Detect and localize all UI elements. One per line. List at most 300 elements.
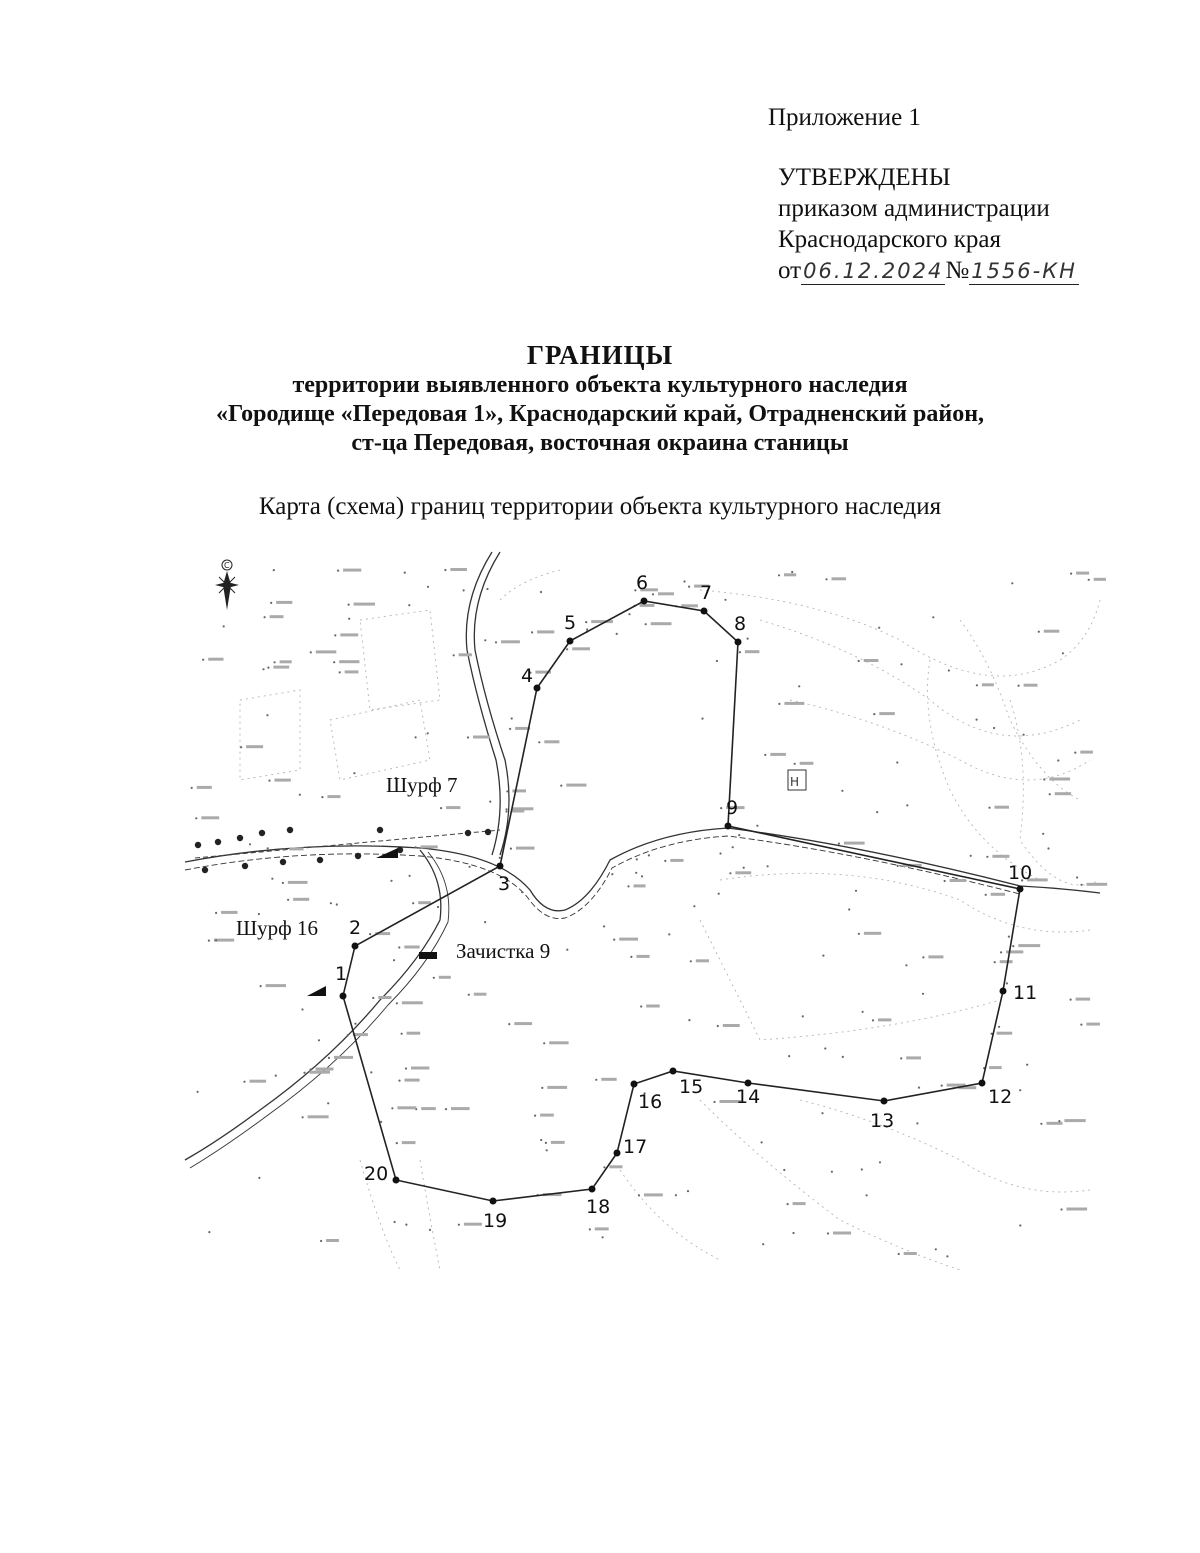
road-main-edge bbox=[185, 836, 1020, 919]
survey-mark bbox=[784, 573, 796, 576]
survey-dot bbox=[283, 848, 285, 850]
survey-dot bbox=[398, 946, 400, 948]
clearing9-marker bbox=[419, 952, 437, 959]
survey-dot bbox=[437, 906, 439, 908]
survey-mark bbox=[201, 816, 219, 819]
survey-dot bbox=[468, 994, 470, 996]
survey-mark bbox=[405, 1079, 420, 1082]
survey-dot bbox=[922, 956, 924, 958]
survey-mark bbox=[459, 653, 472, 656]
excavation-markers bbox=[307, 848, 437, 996]
survey-dot bbox=[287, 899, 289, 901]
survey-dot bbox=[586, 628, 588, 630]
survey-mark bbox=[992, 855, 1009, 858]
survey-dot bbox=[641, 875, 643, 877]
survey-dot bbox=[794, 763, 796, 765]
survey-mark bbox=[928, 955, 943, 958]
survey-mark bbox=[540, 1114, 554, 1117]
survey-dot bbox=[1074, 752, 1076, 754]
survey-mark bbox=[407, 1032, 421, 1035]
survey-dot bbox=[944, 880, 946, 882]
survey-dot bbox=[585, 621, 587, 623]
survey-dot bbox=[321, 796, 323, 798]
boundary-point bbox=[497, 863, 504, 870]
boundary-point bbox=[352, 943, 359, 950]
survey-dot bbox=[688, 586, 690, 588]
survey-mark bbox=[293, 898, 309, 901]
survey-elevation-marks bbox=[191, 568, 1108, 1258]
survey-dot bbox=[566, 648, 568, 650]
survey-mark bbox=[735, 871, 751, 874]
survey-dot bbox=[668, 933, 670, 935]
survey-dot bbox=[369, 933, 371, 935]
survey-dot bbox=[798, 685, 800, 687]
road-main bbox=[185, 828, 1100, 911]
survey-mark bbox=[1046, 1122, 1062, 1125]
boundary-point-label: 19 bbox=[483, 1210, 508, 1232]
survey-dot bbox=[484, 639, 486, 641]
survey-mark bbox=[551, 1141, 565, 1144]
survey-mark bbox=[601, 1078, 616, 1081]
survey-dot bbox=[878, 627, 880, 629]
survey-mark bbox=[572, 647, 590, 650]
survey-mark bbox=[266, 984, 286, 987]
survey-dot bbox=[922, 993, 924, 995]
survey-mark bbox=[1044, 630, 1060, 633]
survey-mark bbox=[197, 786, 212, 789]
pit7-label: Шурф 7 bbox=[386, 773, 458, 797]
survey-dot bbox=[303, 1072, 305, 1074]
survey-dot bbox=[900, 1057, 902, 1059]
survey-dot bbox=[327, 1102, 329, 1104]
survey-dot bbox=[821, 1112, 823, 1114]
survey-mark bbox=[1049, 778, 1070, 781]
survey-dot bbox=[274, 661, 276, 663]
survey-mark bbox=[446, 806, 460, 809]
survey-dot bbox=[268, 780, 270, 782]
survey-dot bbox=[841, 790, 843, 792]
survey-dot bbox=[521, 891, 523, 893]
survey-dot bbox=[1038, 631, 1040, 633]
survey-dot bbox=[638, 1194, 640, 1196]
boundary-point-label: 5 bbox=[564, 612, 577, 634]
survey-mark bbox=[784, 702, 804, 705]
survey-dot bbox=[440, 807, 442, 809]
survey-mark bbox=[904, 1252, 917, 1255]
survey-dot bbox=[627, 885, 629, 887]
survey-dot bbox=[732, 846, 734, 848]
survey-dot bbox=[1043, 778, 1045, 780]
survey-dot bbox=[540, 1139, 542, 1141]
survey-dot bbox=[412, 902, 414, 904]
survey-dot bbox=[469, 866, 471, 868]
survey-dot bbox=[1088, 579, 1090, 581]
survey-dot bbox=[302, 1116, 304, 1118]
survey-dot bbox=[538, 741, 540, 743]
survey-dot bbox=[729, 872, 731, 874]
survey-dot bbox=[415, 736, 417, 738]
survey-dot bbox=[486, 588, 488, 590]
survey-mark bbox=[595, 1227, 609, 1230]
survey-dot bbox=[404, 572, 406, 574]
survey-dot bbox=[946, 1255, 948, 1257]
survey-dot bbox=[1080, 1024, 1082, 1026]
survey-dot bbox=[1057, 759, 1059, 761]
survey-dot bbox=[611, 873, 613, 875]
boundary-point-label: 12 bbox=[988, 1086, 1013, 1108]
survey-mark bbox=[1055, 792, 1071, 795]
survey-dot bbox=[683, 580, 685, 582]
survey-dot bbox=[266, 714, 268, 716]
survey-dot bbox=[1018, 685, 1020, 687]
survey-mark bbox=[1067, 1208, 1088, 1211]
survey-dot bbox=[223, 625, 225, 627]
survey-dot bbox=[717, 1025, 719, 1027]
survey-dot bbox=[652, 593, 654, 595]
survey-mark bbox=[378, 996, 391, 999]
number-label: № bbox=[945, 257, 970, 284]
survey-dot bbox=[876, 811, 878, 813]
survey-mark bbox=[1064, 1119, 1085, 1122]
survey-dot bbox=[350, 844, 352, 846]
survey-mark bbox=[273, 666, 289, 669]
boundary-point-label: 17 bbox=[623, 1136, 648, 1158]
survey-mark bbox=[421, 1107, 436, 1110]
boundary-point-label: 14 bbox=[736, 1086, 761, 1108]
survey-mark bbox=[340, 633, 358, 636]
survey-mark bbox=[334, 1056, 353, 1059]
survey-dot bbox=[208, 940, 210, 942]
survey-dot bbox=[873, 713, 875, 715]
survey-dot bbox=[310, 651, 312, 653]
survey-mark bbox=[289, 847, 303, 850]
survey-dot bbox=[511, 717, 513, 719]
survey-mark bbox=[619, 938, 638, 941]
survey-mark bbox=[474, 993, 487, 996]
survey-mark bbox=[270, 615, 284, 618]
survey-dot bbox=[986, 856, 988, 858]
survey-mark bbox=[864, 932, 881, 935]
survey-mark bbox=[634, 884, 646, 887]
survey-dot bbox=[260, 985, 262, 987]
survey-dot bbox=[716, 660, 718, 662]
survey-dot bbox=[1060, 1208, 1062, 1210]
survey-dot bbox=[993, 727, 995, 729]
survey-dot bbox=[761, 1141, 763, 1143]
survey-dot bbox=[541, 1087, 543, 1089]
survey-mark bbox=[1094, 578, 1106, 581]
survey-dot bbox=[603, 925, 605, 927]
boundary-point bbox=[881, 1098, 888, 1105]
survey-mark bbox=[640, 604, 655, 607]
boundary-point-label: 9 bbox=[726, 797, 739, 819]
survey-dot bbox=[1019, 1089, 1021, 1091]
survey-dot bbox=[270, 602, 272, 604]
survey-dot bbox=[275, 1075, 277, 1077]
survey-dot bbox=[427, 732, 429, 734]
survey-mark bbox=[421, 845, 438, 848]
survey-mark bbox=[276, 601, 292, 604]
survey-mark bbox=[1076, 572, 1089, 575]
survey-dot bbox=[791, 571, 793, 573]
survey-mark bbox=[473, 736, 490, 739]
building-symbol bbox=[788, 770, 806, 790]
survey-dot bbox=[787, 1203, 789, 1205]
survey-mark bbox=[339, 660, 359, 663]
survey-mark bbox=[1080, 751, 1093, 754]
survey-mark bbox=[995, 806, 1010, 809]
survey-mark bbox=[464, 1223, 482, 1226]
survey-mark bbox=[1087, 883, 1108, 886]
survey-mark bbox=[516, 847, 535, 850]
survey-mark bbox=[308, 1115, 329, 1118]
survey-dot bbox=[1011, 582, 1013, 584]
survey-dot bbox=[273, 569, 275, 571]
survey-mark bbox=[878, 1018, 891, 1021]
survey-dot bbox=[509, 728, 511, 730]
survey-dot bbox=[489, 801, 491, 803]
survey-mark bbox=[800, 762, 814, 765]
survey-dot bbox=[743, 867, 745, 869]
survey-dot bbox=[802, 1015, 804, 1017]
survey-dot bbox=[391, 1107, 393, 1109]
survey-dot bbox=[838, 843, 840, 845]
survey-dot bbox=[540, 591, 542, 593]
survey-dot bbox=[1070, 999, 1072, 1001]
svg-text:Н: Н bbox=[790, 775, 800, 789]
survey-mark bbox=[402, 1001, 423, 1004]
survey-mark bbox=[636, 955, 649, 958]
survey-mark bbox=[250, 1080, 267, 1083]
survey-dot bbox=[589, 1228, 591, 1230]
survey-dot bbox=[318, 1039, 320, 1041]
survey-dot bbox=[1019, 1224, 1021, 1226]
survey-dot bbox=[602, 1236, 604, 1238]
title-line-2: «Городище «Передовая 1», Краснодарский край, Отрадненский район, bbox=[215, 401, 985, 427]
survey-dot bbox=[778, 574, 780, 576]
survey-mark bbox=[1076, 998, 1091, 1001]
boundary-point-label: 7 bbox=[700, 582, 713, 604]
boundary-point-label: 11 bbox=[1013, 982, 1038, 1004]
survey-dot bbox=[215, 939, 217, 941]
boundary-point bbox=[735, 639, 742, 646]
boundary-point bbox=[534, 685, 541, 692]
order-number: 1556-КН bbox=[971, 259, 1077, 283]
road-southwest-edge bbox=[190, 852, 449, 1168]
survey-dot bbox=[408, 604, 410, 606]
boundary-point bbox=[614, 1150, 621, 1157]
survey-mark bbox=[208, 658, 223, 661]
boundary-point-label: 2 bbox=[349, 917, 362, 939]
survey-dot bbox=[380, 1121, 382, 1123]
survey-dot bbox=[724, 599, 726, 601]
survey-dot bbox=[858, 933, 860, 935]
survey-dot bbox=[688, 1019, 690, 1021]
survey-mark bbox=[696, 959, 709, 962]
survey-dot bbox=[976, 684, 978, 686]
survey-dot bbox=[1012, 945, 1014, 947]
survey-dot bbox=[301, 1008, 303, 1010]
map-caption: Карта (схема) границ территории объекта культурного наследия bbox=[258, 493, 942, 520]
boundary-point bbox=[1000, 988, 1007, 995]
survey-mark bbox=[989, 1066, 1002, 1069]
survey-mark bbox=[670, 859, 683, 862]
survey-dot bbox=[831, 1171, 833, 1173]
survey-dot bbox=[948, 669, 950, 671]
survey-dot bbox=[827, 1232, 829, 1234]
survey-dot bbox=[1076, 876, 1078, 878]
survey-dot bbox=[240, 746, 242, 748]
survey-mark bbox=[345, 670, 359, 673]
survey-mark bbox=[644, 1193, 663, 1196]
boundary-point bbox=[725, 823, 732, 830]
survey-dot bbox=[988, 807, 990, 809]
survey-dot bbox=[505, 810, 507, 812]
survey-dot bbox=[916, 1122, 918, 1124]
boundary-point-label: 10 bbox=[1008, 862, 1033, 884]
survey-mark bbox=[402, 1141, 416, 1144]
boundary-point-label: 8 bbox=[734, 613, 747, 635]
survey-mark bbox=[404, 946, 419, 949]
survey-dot bbox=[458, 1224, 460, 1226]
boundary-point bbox=[340, 993, 347, 1000]
survey-mark bbox=[512, 789, 526, 792]
survey-dot bbox=[858, 660, 860, 662]
road-north-edge bbox=[466, 552, 500, 855]
survey-mark bbox=[450, 568, 467, 571]
survey-dot bbox=[848, 908, 850, 910]
survey-dot bbox=[595, 1079, 597, 1081]
survey-dot bbox=[249, 843, 251, 845]
survey-dot bbox=[648, 854, 650, 856]
survey-mark bbox=[397, 1106, 416, 1109]
survey-dot bbox=[693, 905, 695, 907]
survey-mark bbox=[833, 1232, 851, 1235]
survey-dot bbox=[320, 1240, 322, 1242]
survey-mark bbox=[658, 592, 674, 595]
survey-dot bbox=[720, 807, 722, 809]
boundary-point bbox=[670, 1068, 677, 1075]
appendix-label: Приложение 1 bbox=[768, 104, 921, 131]
survey-dot bbox=[675, 1194, 677, 1196]
survey-dot bbox=[747, 638, 749, 640]
survey-mark bbox=[745, 650, 760, 653]
boundary-point-label: 4 bbox=[521, 665, 534, 687]
survey-dot bbox=[566, 949, 568, 951]
survey-mark bbox=[544, 740, 559, 743]
survey-dot bbox=[664, 860, 666, 862]
survey-dot bbox=[202, 659, 204, 661]
boundary-point bbox=[979, 1080, 986, 1087]
survey-dot bbox=[862, 1011, 864, 1013]
survey-dot bbox=[866, 1194, 868, 1196]
survey-dot bbox=[484, 921, 486, 923]
survey-dot bbox=[896, 761, 898, 763]
survey-dot bbox=[976, 719, 978, 721]
survey-dot bbox=[543, 1042, 545, 1044]
boundary-point bbox=[701, 608, 708, 615]
boundary-point-label: 3 bbox=[498, 873, 511, 895]
survey-mark bbox=[326, 1239, 339, 1242]
survey-mark bbox=[982, 683, 994, 686]
survey-dot bbox=[427, 586, 429, 588]
survey-dot bbox=[1047, 847, 1049, 849]
survey-dot bbox=[215, 912, 217, 914]
survey-dot bbox=[444, 569, 446, 571]
survey-mark bbox=[591, 620, 613, 623]
survey-dot bbox=[1000, 951, 1002, 953]
survey-dot bbox=[616, 633, 618, 635]
boundary-point-label: 20 bbox=[364, 1163, 389, 1185]
survey-dot bbox=[545, 1142, 547, 1144]
survey-dot bbox=[825, 578, 827, 580]
survey-dot bbox=[898, 1253, 900, 1255]
survey-mark bbox=[1018, 944, 1040, 947]
survey-mark bbox=[514, 1022, 532, 1025]
survey-dot bbox=[932, 616, 934, 618]
power-line bbox=[195, 827, 500, 873]
survey-dot bbox=[310, 1068, 312, 1070]
survey-dot bbox=[645, 623, 647, 625]
survey-dot bbox=[738, 834, 740, 836]
survey-dot bbox=[370, 1071, 372, 1073]
pit16-marker bbox=[307, 986, 326, 996]
survey-dot bbox=[690, 960, 692, 962]
survey-dot bbox=[640, 1005, 642, 1007]
survey-dot bbox=[396, 1002, 398, 1004]
survey-mark bbox=[997, 1032, 1013, 1035]
survey-mark bbox=[451, 1107, 470, 1110]
survey-mark bbox=[288, 881, 308, 884]
boundary-point-label: 13 bbox=[870, 1110, 895, 1132]
survey-mark bbox=[280, 660, 292, 663]
survey-dot bbox=[372, 997, 374, 999]
survey-mark bbox=[864, 659, 879, 662]
survey-dot bbox=[941, 1085, 943, 1087]
survey-dot bbox=[333, 661, 335, 663]
survey-mark bbox=[991, 893, 1005, 896]
clearing9-label: Зачистка 9 bbox=[456, 939, 551, 963]
survey-mark bbox=[411, 1067, 429, 1070]
survey-dot bbox=[429, 1229, 431, 1231]
survey-dot bbox=[191, 787, 193, 789]
survey-dot bbox=[546, 1149, 548, 1151]
boundary-point-label: 1 bbox=[335, 963, 348, 985]
survey-dot bbox=[905, 964, 907, 966]
order-line-2: Краснодарского края bbox=[778, 226, 1001, 253]
survey-dot bbox=[1026, 1064, 1028, 1066]
from-label: от bbox=[778, 257, 802, 284]
boundary-point-label: 15 bbox=[679, 1076, 704, 1098]
survey-dot bbox=[258, 1177, 260, 1179]
survey-mark bbox=[275, 779, 291, 782]
survey-mark bbox=[418, 901, 431, 904]
survey-mark bbox=[906, 1056, 921, 1059]
survey-dot bbox=[347, 1034, 349, 1036]
survey-dot bbox=[398, 1080, 400, 1082]
survey-mark bbox=[723, 1024, 740, 1027]
survey-mark bbox=[832, 577, 847, 580]
survey-dot bbox=[718, 893, 720, 895]
boundary-point bbox=[589, 1186, 596, 1193]
survey-dot bbox=[401, 1033, 403, 1035]
survey-dot bbox=[1006, 982, 1008, 984]
survey-dot bbox=[630, 956, 632, 958]
survey-dot bbox=[506, 808, 508, 810]
survey-dot bbox=[334, 634, 336, 636]
survey-mark bbox=[1024, 684, 1038, 687]
survey-dot bbox=[1049, 793, 1051, 795]
